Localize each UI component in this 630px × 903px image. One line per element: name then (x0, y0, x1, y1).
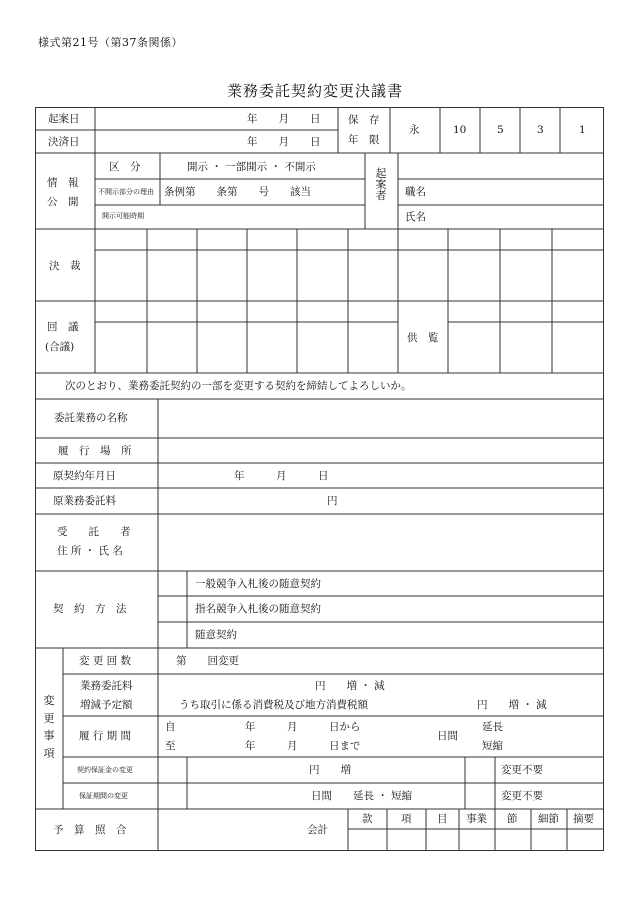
inspection-label: 供 覧 (407, 332, 439, 344)
deposit-change-label: 契約保証金の変更 (77, 766, 133, 774)
original-fee-label: 原業務委託料 (53, 495, 116, 507)
budget-column-header: 摘要 (573, 813, 594, 825)
budget-column-header: 款 (362, 813, 373, 825)
method-option[interactable]: 随意契約 (195, 629, 237, 641)
disclosure-label-2: 公 開 (47, 196, 79, 208)
budget-column-header: 項 (401, 813, 412, 825)
circulation-label-2: (合議) (45, 341, 75, 353)
location-label: 履 行 場 所 (58, 445, 132, 457)
drafter-label: 起案者 (375, 167, 387, 202)
decision-date-value[interactable]: 年 月 日 (247, 136, 321, 148)
budget-column-header: 事業 (466, 813, 487, 825)
form-number: 様式第21号（第37条関係） (38, 36, 183, 49)
deposit-no-change[interactable]: 変更不要 (501, 764, 543, 776)
budget-account-label: 会計 (307, 824, 328, 836)
original-date-label: 原契約年月日 (53, 470, 116, 482)
nondisclosure-reason-label: 不開示部分の理由 (98, 188, 154, 196)
retention-option[interactable]: 10 (453, 124, 467, 136)
tax-value[interactable]: 円 増 ・ 減 (477, 699, 547, 711)
changes-label: 変更事項 (43, 694, 55, 760)
retention-option[interactable]: 5 (497, 124, 504, 136)
contractor-label-2: 住 所 ・ 氏 名 (57, 545, 123, 557)
retention-label-2: 年 限 (348, 134, 380, 146)
retention-option[interactable]: 1 (579, 124, 586, 136)
change-count-label: 変 更 回 数 (79, 655, 132, 667)
draft-date-value[interactable]: 年 月 日 (247, 113, 321, 125)
original-fee-yen: 円 (327, 495, 338, 507)
guarantee-change-label: 保証期間の変更 (79, 792, 128, 800)
period-label: 履 行 期 間 (79, 730, 132, 742)
disclosure-label-1: 情 報 (47, 177, 79, 189)
method-option[interactable]: 指名競争入札後の随意契約 (195, 603, 321, 615)
guarantee-no-change[interactable]: 変更不要 (501, 790, 543, 802)
period-to: 至 (165, 740, 176, 752)
document-title: 業務委託契約変更決議書 (226, 82, 403, 100)
resolution-statement: 次のとおり、業務委託契約の一部を変更する契約を締結してよろしいか。 (65, 380, 412, 392)
retention-option[interactable]: 3 (537, 124, 544, 136)
contractor-label-1: 受 託 者 (57, 526, 131, 538)
nondisclosure-reason-value[interactable]: 条例第 条第 号 該当 (164, 186, 311, 198)
to-date[interactable]: 年 月 日まで (245, 740, 361, 752)
draft-date-label: 起案日 (48, 113, 80, 125)
fee-change-value[interactable]: 円 増 ・ 減 (315, 680, 385, 692)
tax-label: うち取引に係る消費税及び地方消費税額 (179, 699, 368, 711)
guarantee-change-value[interactable]: 日間 延長 ・ 短縮 (311, 790, 413, 802)
disclosable-date-label: 開示可能時期 (102, 212, 144, 220)
fee-change-label-1: 業務委託料 (80, 680, 133, 692)
extend-label[interactable]: 延長 (482, 721, 503, 733)
retention-label-1: 保 存 (348, 114, 380, 126)
category-options[interactable]: 開示 ・ 一部開示 ・ 不開示 (187, 161, 316, 173)
days-label: 日間 (437, 730, 458, 742)
original-date-value[interactable]: 年 月 日 (234, 470, 329, 482)
budget-label: 予 算 照 合 (53, 824, 127, 836)
retention-option[interactable]: 永 (409, 124, 420, 136)
from-date[interactable]: 年 月 日から (245, 721, 361, 733)
fee-change-label-2: 増減予定額 (80, 699, 133, 711)
shorten-label[interactable]: 短縮 (482, 740, 503, 752)
circulation-label-1: 回 議 (47, 321, 79, 333)
decision-date-label: 決済日 (48, 136, 80, 148)
budget-column-header: 細節 (538, 813, 559, 825)
change-count-value[interactable]: 第 回変更 (176, 655, 239, 667)
deposit-change-value[interactable]: 円 増 (309, 764, 351, 776)
service-name-label: 委託業務の名称 (54, 412, 128, 424)
decision-form (35, 107, 604, 851)
budget-column-header: 目 (437, 813, 448, 825)
position-label: 職名 (405, 186, 426, 198)
method-option[interactable]: 一般競争入札後の随意契約 (195, 578, 321, 590)
budget-column-header: 節 (507, 813, 518, 825)
method-label: 契 約 方 法 (53, 603, 127, 615)
name-label: 氏名 (405, 211, 426, 223)
approval-label: 決 裁 (49, 260, 81, 272)
period-from: 自 (165, 721, 176, 733)
category-label: 区 分 (109, 161, 141, 173)
